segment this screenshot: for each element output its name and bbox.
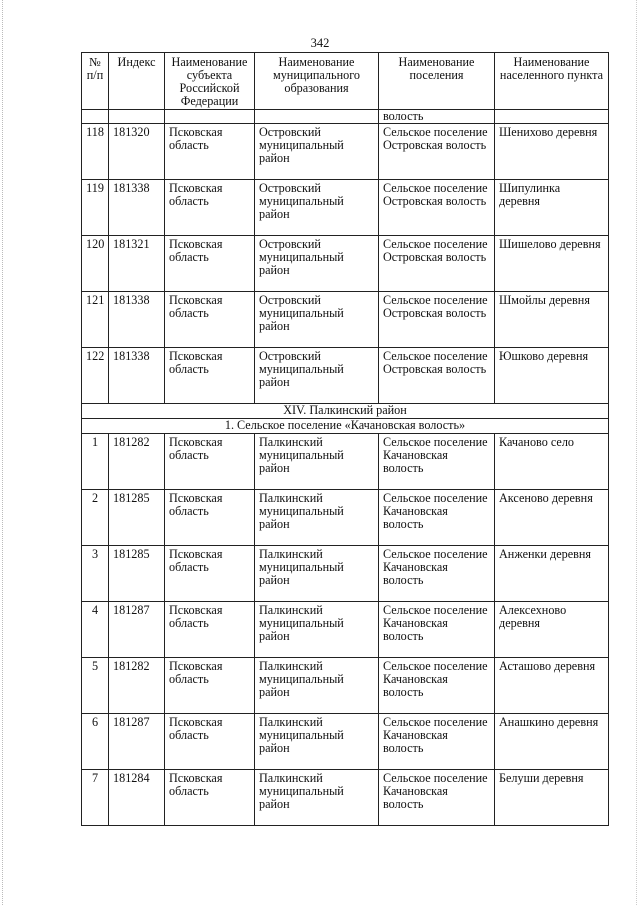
cell-num: 2 (82, 490, 109, 546)
table-row (82, 658, 609, 714)
cell-settlement: Сельское поселение Качановская волость (379, 770, 495, 826)
cell-municipal: Палкинский муниципальный район (255, 658, 379, 714)
cell-subject: Псковская область (165, 292, 255, 348)
cell-settlement: Сельское поселение Островская волость (379, 124, 495, 180)
cell-index: 181285 (109, 490, 165, 546)
cell-locality: Алексехново деревня (495, 602, 609, 658)
cell-subject: Псковская область (165, 546, 255, 602)
cell-locality: Анженки деревня (495, 546, 609, 602)
cell-index: 181338 (109, 292, 165, 348)
cell-empty (165, 110, 255, 124)
cell-index: 181282 (109, 658, 165, 714)
table-row (82, 124, 609, 180)
cell-locality: Юшково деревня (495, 348, 609, 404)
cell-num: 7 (82, 770, 109, 826)
cell-municipal: Палкинский муниципальный район (255, 770, 379, 826)
header-locality: Наименование населенного пункта (495, 53, 609, 110)
scan-left-edge (2, 0, 3, 905)
cell-municipal: Островский муниципальный район (255, 292, 379, 348)
cell-subject: Псковская область (165, 434, 255, 490)
cell-municipal: Палкинский муниципальный район (255, 490, 379, 546)
cell-subject: Псковская область (165, 490, 255, 546)
table-row (82, 348, 609, 404)
header-subject: Наименование субъекта Российской Федерации (165, 53, 255, 110)
cell-index: 181338 (109, 180, 165, 236)
table-header (82, 53, 609, 110)
cell-num: 121 (82, 292, 109, 348)
cell-num: 118 (82, 124, 109, 180)
cell-settlement: Сельское поселение Островская волость (379, 348, 495, 404)
section-settlement: 1. Сельское поселение «Качановская волость» (82, 419, 609, 434)
section-district: XIV. Палкинский район (82, 404, 609, 419)
cell-index: 181338 (109, 348, 165, 404)
cell-municipal: Палкинский муниципальный район (255, 434, 379, 490)
cell-subject: Псковская область (165, 658, 255, 714)
section-settlement-row (82, 419, 609, 434)
cell-subject: Псковская область (165, 348, 255, 404)
cell-municipal: Островский муниципальный район (255, 124, 379, 180)
cell-municipal: Островский муниципальный район (255, 180, 379, 236)
cell-settlement: Сельское поселение Качановская волость (379, 602, 495, 658)
cell-locality: Аксеново деревня (495, 490, 609, 546)
cell-settlement: Сельское поселение Островская волость (379, 236, 495, 292)
cell-subject: Псковская область (165, 124, 255, 180)
cell-locality: Шишелово деревня (495, 236, 609, 292)
cell-index: 181321 (109, 236, 165, 292)
table-row (82, 546, 609, 602)
cell-num: 5 (82, 658, 109, 714)
cell-locality: Шипулинка деревня (495, 180, 609, 236)
header-settlement: Наименование поселения (379, 53, 495, 110)
cell-municipal: Палкинский муниципальный район (255, 714, 379, 770)
cell-municipal: Островский муниципальный район (255, 348, 379, 404)
cell-locality: Анашкино деревня (495, 714, 609, 770)
cell-municipal: Палкинский муниципальный район (255, 602, 379, 658)
table-row (82, 236, 609, 292)
cell-locality: Качаново село (495, 434, 609, 490)
cell-index: 181282 (109, 434, 165, 490)
table-row (82, 490, 609, 546)
cell-index: 181284 (109, 770, 165, 826)
continuation-row (82, 110, 609, 124)
table-row (82, 180, 609, 236)
cell-settlement: Сельское поселение Качановская волость (379, 490, 495, 546)
cell-empty (109, 110, 165, 124)
cell-num: 3 (82, 546, 109, 602)
settlements-table (81, 52, 609, 826)
section-district-row (82, 404, 609, 419)
continuation-text: волость (379, 110, 495, 124)
cell-municipal: Островский муниципальный район (255, 236, 379, 292)
header-municipal: Наименование муниципального образования (255, 53, 379, 110)
table-row (82, 714, 609, 770)
cell-num: 120 (82, 236, 109, 292)
table-row (82, 292, 609, 348)
cell-subject: Псковская область (165, 714, 255, 770)
page-number: 342 (310, 36, 330, 50)
cell-empty (495, 110, 609, 124)
cell-num: 1 (82, 434, 109, 490)
cell-num: 4 (82, 602, 109, 658)
cell-index: 181285 (109, 546, 165, 602)
cell-settlement: Сельское поселение Качановская волость (379, 434, 495, 490)
table-row (82, 770, 609, 826)
scan-right-edge (636, 0, 637, 905)
cell-num: 122 (82, 348, 109, 404)
header-row (82, 53, 609, 110)
cell-settlement: Сельское поселение Качановская волость (379, 658, 495, 714)
header-num: № п/п (82, 53, 109, 110)
cell-num: 119 (82, 180, 109, 236)
cell-subject: Псковская область (165, 770, 255, 826)
cell-settlement: Сельское поселение Качановская волость (379, 714, 495, 770)
cell-settlement: Сельское поселение Островская волость (379, 180, 495, 236)
cell-settlement: Сельское поселение Качановская волость (379, 546, 495, 602)
cell-settlement: Сельское поселение Островская волость (379, 292, 495, 348)
cell-empty (255, 110, 379, 124)
cell-num: 6 (82, 714, 109, 770)
cell-subject: Псковская область (165, 236, 255, 292)
cell-municipal: Палкинский муниципальный район (255, 546, 379, 602)
cell-subject: Псковская область (165, 602, 255, 658)
cell-locality: Белуши деревня (495, 770, 609, 826)
table-row (82, 602, 609, 658)
header-index: Индекс (109, 53, 165, 110)
table-row (82, 434, 609, 490)
cell-locality: Шенихово деревня (495, 124, 609, 180)
cell-locality: Шмойлы деревня (495, 292, 609, 348)
cell-locality: Асташово деревня (495, 658, 609, 714)
cell-index: 181287 (109, 714, 165, 770)
table-body (82, 110, 609, 826)
cell-empty (82, 110, 109, 124)
cell-subject: Псковская область (165, 180, 255, 236)
cell-index: 181320 (109, 124, 165, 180)
cell-index: 181287 (109, 602, 165, 658)
